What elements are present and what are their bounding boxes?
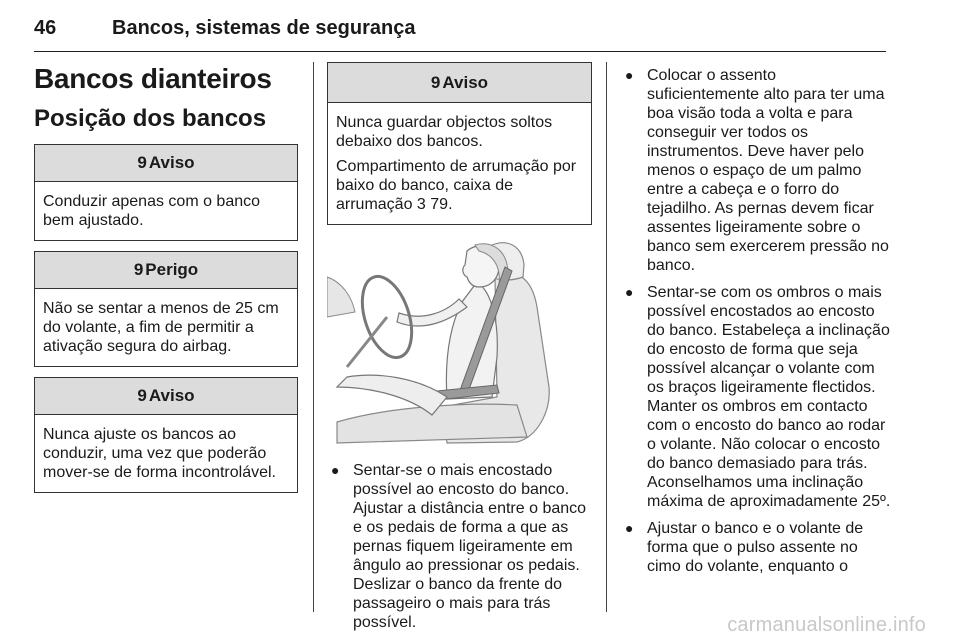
page-number: 46 <box>34 17 57 39</box>
list-item-text: Sentar-se o mais encostado possível ao encosto do banco. Ajustar a distância entre o banco e os pedais de forma a que as pernas fiquem ligeiramente em ângulo ao pressionar os pedais. Deslizar o banco da frente do passageiro o mais para trás possível. <box>353 462 587 631</box>
list-item <box>621 519 891 576</box>
warning-box-title: Aviso <box>442 72 489 92</box>
bullet-icon: ● <box>331 462 340 478</box>
warning-triangle-icon: 9 <box>137 153 147 172</box>
warning-box-title: Aviso <box>148 153 195 172</box>
warning-box-text: Nunca ajuste os bancos ao conduzir, uma vez que poderão mover-se de forma incontrolável. <box>43 426 276 481</box>
warning-box-text: Conduzir apenas com o banco bem ajustado. <box>43 193 261 229</box>
warning-paragraph: Compartimento de arrumação por baixo do banco, caixa de arrumação 3 79. <box>336 158 577 213</box>
warning-box-text <box>328 103 591 224</box>
seating-position-illustration <box>327 237 592 445</box>
warning-paragraph: Nunca guardar objectos soltos debaixo dos bancos. <box>336 114 553 150</box>
page-reference-link[interactable]: 79. <box>425 196 453 213</box>
driver-seat-illustration <box>327 237 592 445</box>
list-item-text: Colocar o assento suficientemente alto para ter uma boa visão toda a volta e para conseguir ver todos os instrumentos. Deve haver pelo menos o espaço de um palmo entre a cabeça e o forro do tejadilho. As pernas devem ficar assentes ligeiramente sobre o banco sem exercerem pressão no banco. <box>647 67 889 274</box>
warning-box-header <box>35 378 297 415</box>
page-reference-icon: 3 <box>416 196 426 213</box>
column-divider <box>313 62 314 612</box>
warning-box-perigo <box>34 251 298 367</box>
warning-triangle-icon: 9 <box>133 260 144 279</box>
bullet-icon: ● <box>625 520 634 536</box>
warning-triangle-icon: 9 <box>430 72 441 92</box>
list-item-text: Ajustar o banco e o volante de forma que o pulso assente no cimo do volante, enquanto o <box>647 520 864 575</box>
list-item <box>621 283 891 511</box>
warning-box-aviso <box>34 144 298 241</box>
warning-box-header <box>35 145 297 182</box>
warning-box-aviso <box>34 377 298 493</box>
page-header <box>34 12 886 52</box>
section-title: Bancos dianteiros <box>34 63 272 94</box>
warning-box-aviso <box>327 62 592 225</box>
list-item <box>327 461 592 632</box>
warning-triangle-icon: 9 <box>137 386 147 405</box>
bullet-icon: ● <box>625 284 634 300</box>
list-item <box>621 66 891 275</box>
warning-box-text: Não se sentar a menos de 25 cm do volante, a fim de permitir a ativação segura do airbag. <box>43 300 279 355</box>
warning-box-header <box>35 252 297 289</box>
bullet-icon: ● <box>625 67 634 83</box>
warning-box-title: Perigo <box>145 260 199 279</box>
warning-box-title: Aviso <box>148 386 195 405</box>
sub-title: Posição dos bancos <box>34 105 267 132</box>
column-left <box>34 62 298 493</box>
list-item-text: Sentar-se com os ombros o mais possível encostados ao encosto do banco. Estabeleça a inclinação do encosto de forma que seja possível alcançar o volante com os braços ligeiramente flectidos. Manter os ombros em contacto com o encosto do banco ao rodar o volante. Não colocar o encosto do banco demasiado para trás. Aconselhamos uma inclinação máxima de aproximadamente 25º. <box>647 284 891 510</box>
warning-box-header <box>328 63 591 103</box>
watermark: carmanualsonline.info <box>727 614 926 636</box>
column-right <box>621 66 891 576</box>
instruction-list <box>621 66 891 576</box>
column-divider <box>606 62 607 612</box>
instruction-list <box>327 461 592 632</box>
column-middle <box>327 62 592 632</box>
chapter-title: Bancos, sistemas de segurança <box>112 17 416 39</box>
